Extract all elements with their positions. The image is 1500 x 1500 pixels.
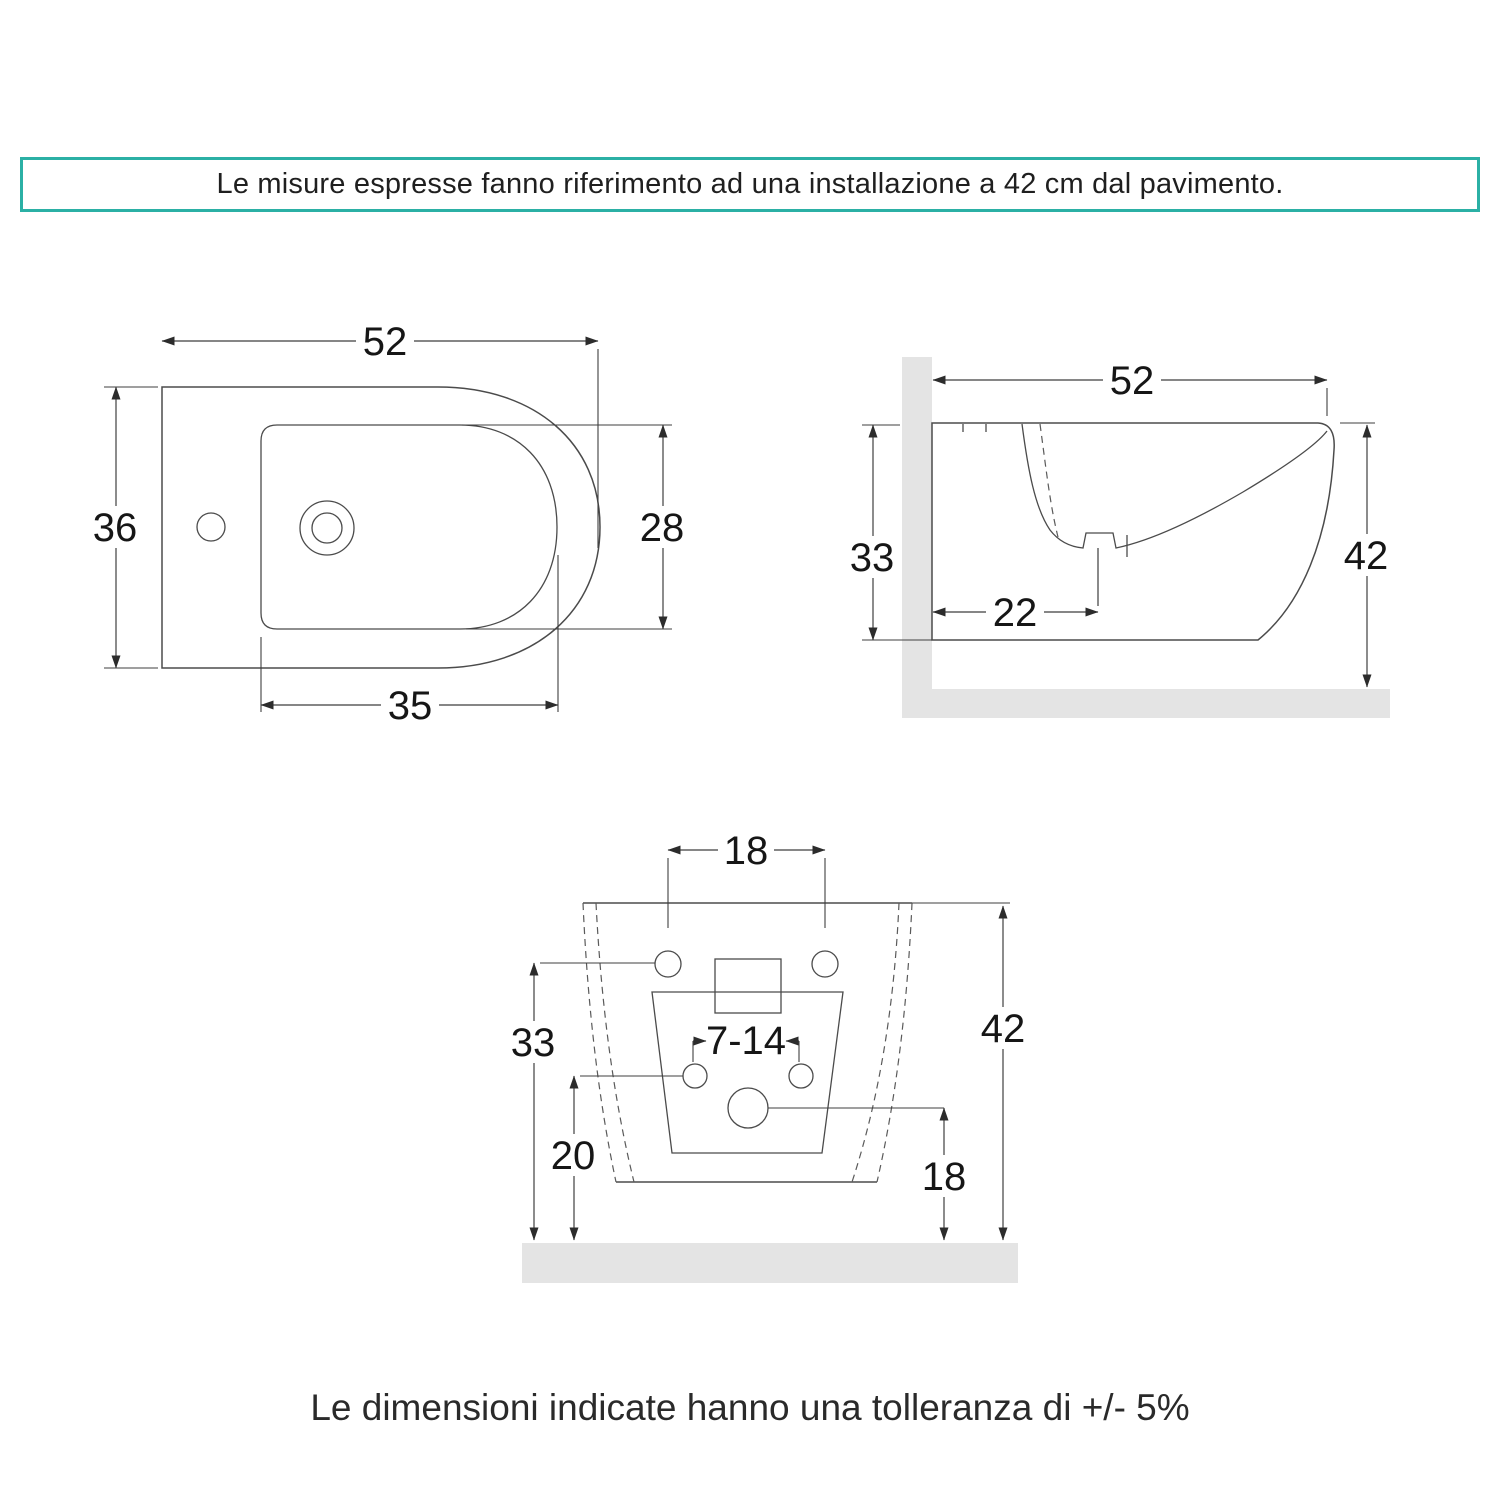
rear-dim-upper-label: 33 <box>510 1021 556 1065</box>
plan-dim-basin-depth-label: 28 <box>639 506 685 550</box>
rear-dim-hole-spacing-label: 18 <box>723 829 769 873</box>
rear-right-side-inner <box>852 903 899 1182</box>
rear-fixing-hole-left <box>683 1064 707 1088</box>
tolerance-note <box>0 1383 1500 1433</box>
rear-fixing-hole-right <box>789 1064 813 1088</box>
rear-mount-hole-right <box>812 951 838 977</box>
rear-mount-hole-left <box>655 951 681 977</box>
plan-body-outline <box>162 387 600 668</box>
side-basin-hidden-edge <box>1040 424 1058 537</box>
plan-faucet-hole-outer <box>300 501 354 555</box>
top-note-text: Le misure espresse fanno riferimento ad una installazione a 42 cm dal pavimento. <box>216 168 1284 200</box>
side-view <box>844 357 1397 718</box>
side-wall <box>902 357 932 718</box>
plan-faucet-hole-inner <box>312 513 342 543</box>
rear-view <box>505 829 1034 1283</box>
plan-dim-depth-label: 36 <box>92 506 138 550</box>
plan-dim-basin-width-label: 35 <box>387 684 433 728</box>
side-dim-drain-label: 22 <box>992 591 1038 635</box>
rear-dim-fixing-label: 7-14 <box>705 1019 787 1063</box>
rear-center-box <box>715 959 781 1013</box>
rear-mounting-panel <box>652 992 843 1153</box>
side-basin-profile <box>1022 424 1327 548</box>
plan-dim-width-label: 52 <box>362 320 408 364</box>
side-dim-height-label: 42 <box>1343 534 1389 578</box>
plan-inlet-hole <box>197 513 225 541</box>
plan-basin-outline <box>261 425 557 629</box>
rear-dim-total-label: 42 <box>980 1007 1026 1051</box>
rear-drain-hole <box>728 1088 768 1128</box>
rear-dim-lower-label: 20 <box>550 1134 596 1178</box>
rear-dim-drain-label: 18 <box>921 1155 967 1199</box>
plan-view <box>87 320 692 728</box>
side-dim-back-height-label: 33 <box>849 536 895 580</box>
rear-floor <box>522 1243 1018 1283</box>
side-dim-width-label: 52 <box>1109 359 1155 403</box>
tolerance-note-text: Le dimensioni indicate hanno una tolleranza di +/- 5% <box>310 1387 1190 1428</box>
rear-right-side <box>877 903 912 1182</box>
side-floor <box>902 689 1390 718</box>
